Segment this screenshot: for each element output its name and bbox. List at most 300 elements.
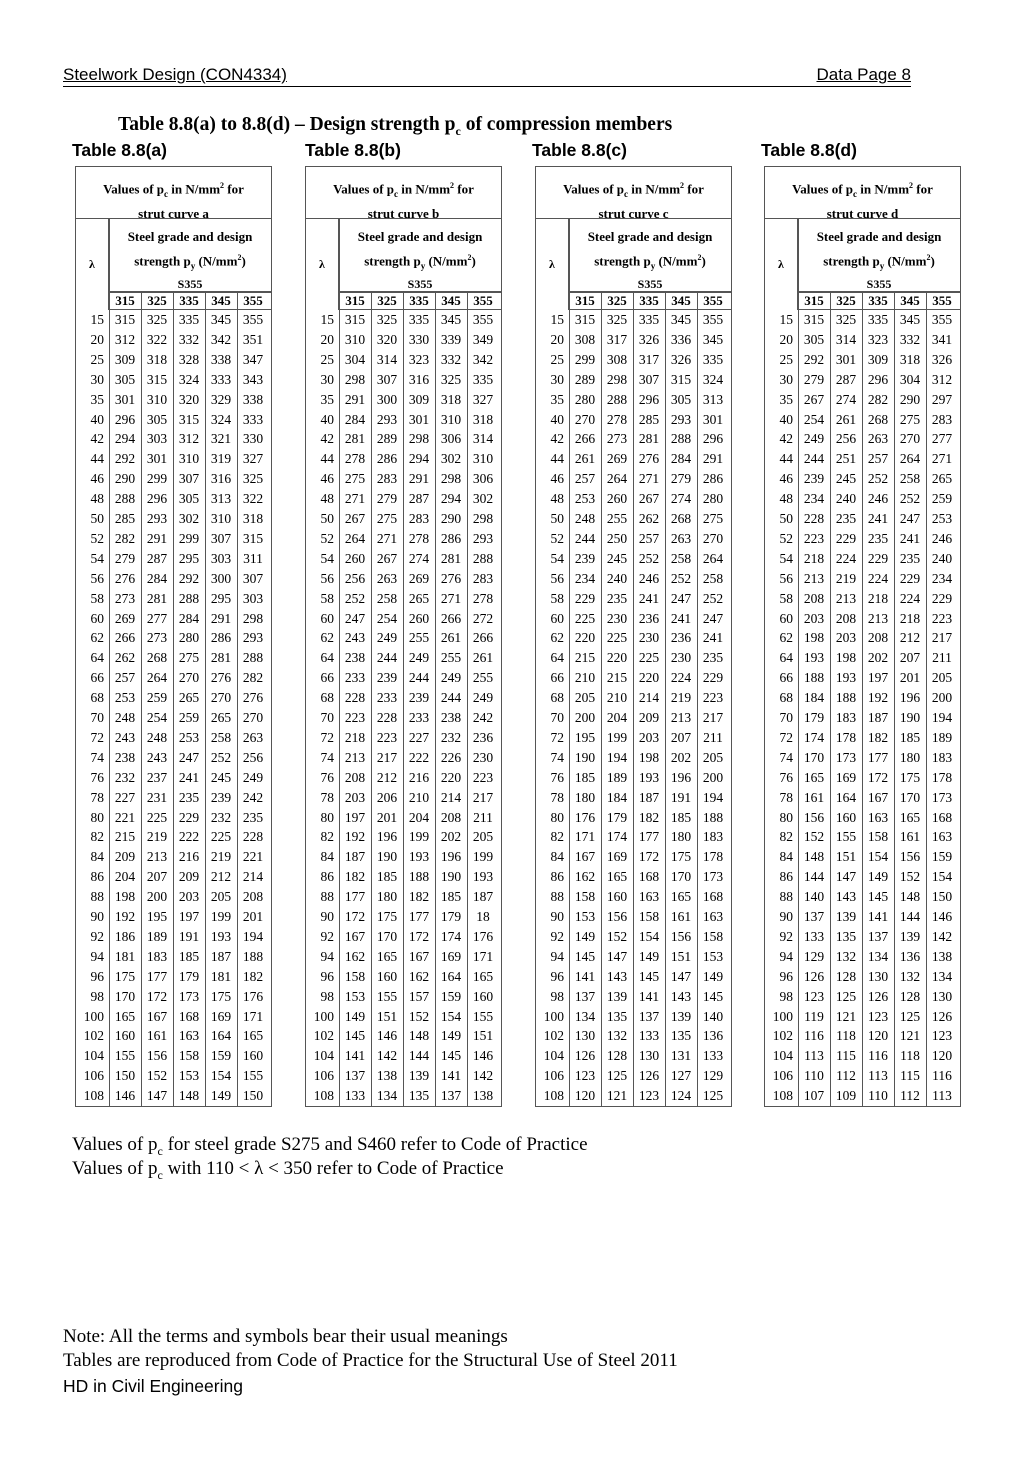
value-cell: 135 [670, 1028, 692, 1044]
value-cell: 223 [931, 610, 953, 626]
lambda-header: λ [76, 219, 109, 310]
lambda-cell: 72 [550, 729, 564, 745]
value-cell: 325 [242, 471, 264, 487]
value-cell: 196 [670, 769, 692, 785]
value-cell: 294 [440, 491, 462, 507]
value-cell: 335 [178, 312, 200, 327]
value-cell: 116 [804, 1028, 824, 1044]
value-cell: 133 [702, 1048, 724, 1064]
value-cell: 264 [702, 550, 724, 566]
value-cell: 179 [178, 968, 200, 984]
lambda-cell: 98 [320, 988, 334, 1004]
value-cell: 138 [472, 1088, 494, 1104]
value-cell: 208 [835, 610, 857, 626]
value-cell: 276 [638, 451, 660, 467]
value-cell: 154 [638, 928, 660, 944]
value-cell: 253 [114, 690, 136, 706]
value-cell: 292 [803, 351, 825, 367]
value-cell: 223 [344, 710, 366, 725]
value-cell: 142 [376, 1048, 398, 1064]
grade-header: Steel grade and design strength $p_y$ $(N/mm^2)$ S355 [109, 219, 271, 292]
value-cell: 155 [114, 1048, 136, 1064]
value-cell: 133 [803, 928, 825, 944]
value-cell: 288 [242, 650, 264, 666]
lambda-cell: 106 [543, 1068, 564, 1084]
value-cell: 171 [472, 948, 494, 964]
value-cell: 327 [242, 451, 264, 467]
grid-line [109, 219, 110, 1106]
value-cell: 163 [702, 909, 724, 924]
value-cell: 284 [178, 610, 200, 626]
value-cell: 315 [670, 371, 692, 387]
value-cell: 273 [146, 630, 168, 646]
value-cell: 177 [867, 749, 889, 765]
value-cell: 312 [931, 371, 953, 387]
lambda-cell: 48 [320, 491, 334, 507]
value-cell: 267 [376, 550, 398, 566]
value-cell: 130 [574, 1028, 596, 1044]
value-cell: 199 [606, 729, 628, 745]
value-cell: 255 [472, 670, 494, 686]
value-cell: 191 [670, 789, 692, 805]
value-cell: 141 [867, 909, 889, 924]
value-cell: 335 [408, 312, 430, 327]
table-label: Table 8.8(c) [532, 140, 627, 160]
value-cell: 198 [114, 889, 136, 905]
value-cell: 301 [114, 391, 136, 407]
lambda-cell: 50 [550, 511, 564, 526]
value-cell: 230 [472, 749, 494, 765]
value-cell: 177 [638, 829, 660, 845]
value-cell: 232 [440, 729, 462, 745]
value-cell: 130 [638, 1048, 660, 1064]
value-cell: 160 [606, 889, 628, 905]
value-cell: 343 [242, 371, 264, 387]
value-cell: 112 [900, 1088, 920, 1104]
value-cell: 126 [803, 968, 825, 984]
value-cell: 319 [210, 451, 232, 467]
value-cell: 153 [344, 988, 366, 1004]
value-cell: 149 [210, 1088, 232, 1104]
lambda-cell: 42 [550, 431, 564, 447]
value-cell: 267 [344, 511, 366, 526]
lambda-cell: 42 [779, 431, 793, 447]
grid-line [697, 292, 698, 1106]
value-cell: 335 [472, 371, 494, 387]
value-cell: 213 [835, 590, 857, 606]
value-cell: 208 [440, 809, 462, 825]
lambda-cell: 88 [779, 889, 793, 905]
py-header-cell: 325 [607, 293, 627, 308]
value-cell: 318 [899, 351, 921, 367]
value-cell: 165 [899, 809, 921, 825]
value-cell: 252 [899, 491, 921, 507]
value-cell: 180 [899, 749, 921, 765]
value-cell: 172 [344, 909, 366, 924]
value-cell: 221 [114, 809, 136, 825]
lambda-cell: 56 [779, 570, 793, 586]
value-cell: 262 [114, 650, 136, 666]
value-cell: 225 [606, 630, 628, 646]
lambda-cell: 64 [550, 650, 564, 666]
lambda-cell: 108 [772, 1088, 793, 1104]
value-cell: 164 [210, 1028, 232, 1044]
lambda-cell: 86 [779, 869, 793, 885]
page-header [63, 64, 911, 87]
value-cell: 109 [835, 1088, 857, 1104]
value-cell: 262 [638, 511, 660, 526]
value-cell: 322 [146, 331, 168, 347]
value-cell: 310 [178, 451, 200, 467]
lambda-cell: 88 [320, 889, 334, 905]
value-cell: 138 [376, 1068, 398, 1084]
value-cell: 153 [702, 948, 724, 964]
value-cell: 288 [670, 431, 692, 447]
value-cell: 145 [440, 1048, 462, 1064]
value-cell: 185 [376, 869, 398, 885]
value-cell: 253 [574, 491, 596, 507]
lambda-cell: 62 [90, 630, 104, 646]
value-cell: 246 [931, 530, 953, 546]
value-cell: 199 [210, 909, 232, 924]
value-cell: 252 [638, 550, 660, 566]
lambda-cell: 40 [550, 411, 564, 427]
value-cell: 318 [472, 411, 494, 427]
value-cell: 235 [867, 530, 889, 546]
value-cell: 291 [702, 451, 724, 467]
value-cell: 149 [574, 928, 596, 944]
value-cell: 213 [867, 610, 889, 626]
value-cell: 170 [114, 988, 136, 1004]
value-cell: 224 [899, 590, 921, 606]
value-cell: 194 [702, 789, 724, 805]
lambda-cell: 82 [320, 829, 334, 845]
value-cell: 203 [344, 789, 366, 805]
value-cell: 203 [638, 729, 660, 745]
value-cell: 308 [606, 351, 628, 367]
value-cell: 145 [702, 988, 724, 1004]
value-cell: 217 [702, 710, 724, 725]
value-cell: 207 [670, 729, 692, 745]
value-cell: 276 [114, 570, 136, 586]
value-cell: 298 [472, 511, 494, 526]
value-cell: 329 [210, 391, 232, 407]
lambda-cell: 54 [550, 550, 564, 566]
value-cell: 139 [606, 988, 628, 1004]
grid-line [830, 292, 831, 1106]
value-cell: 174 [803, 729, 825, 745]
value-cell: 247 [344, 610, 366, 626]
value-cell: 249 [440, 670, 462, 686]
value-cell: 301 [835, 351, 857, 367]
value-cell: 158 [344, 968, 366, 984]
lambda-cell: 50 [90, 511, 104, 526]
value-cell: 141 [344, 1048, 366, 1064]
value-cell: 134 [574, 1008, 596, 1024]
lambda-cell: 52 [779, 530, 793, 546]
value-cell: 154 [867, 849, 889, 865]
value-cell: 174 [606, 829, 628, 845]
value-cell: 303 [242, 590, 264, 606]
lambda-cell: 30 [779, 371, 793, 387]
value-cell: 244 [803, 451, 825, 467]
value-cell: 246 [638, 570, 660, 586]
table-caption: Values of $p_c$ in $N/mm^2$ for strut curve a [76, 167, 271, 219]
value-cell: 305 [114, 371, 136, 387]
value-cell: 261 [574, 451, 596, 467]
value-cell: 330 [408, 331, 430, 347]
lambda-cell: 72 [779, 729, 793, 745]
value-cell: 296 [702, 431, 724, 447]
lambda-cell: 96 [90, 968, 104, 984]
value-cell: 260 [606, 491, 628, 507]
lambda-cell: 64 [320, 650, 334, 666]
value-cell: 226 [440, 749, 462, 765]
value-cell: 188 [408, 869, 430, 885]
value-cell: 147 [670, 968, 692, 984]
value-cell: 277 [931, 431, 953, 447]
value-cell: 317 [638, 351, 660, 367]
value-cell: 153 [574, 909, 596, 924]
value-cell: 110 [868, 1088, 888, 1104]
value-cell: 309 [114, 351, 136, 367]
value-cell: 306 [472, 471, 494, 487]
value-cell: 208 [803, 590, 825, 606]
value-cell: 135 [835, 928, 857, 944]
value-cell: 121 [899, 1028, 921, 1044]
value-cell: 149 [638, 948, 660, 964]
value-cell: 242 [242, 789, 264, 805]
steel-grade: S355 [177, 276, 203, 291]
value-cell: 326 [931, 351, 953, 367]
lambda-cell: 30 [90, 371, 104, 387]
value-cell: 268 [146, 650, 168, 666]
value-cell: 195 [574, 729, 596, 745]
footer-note: Note: All the terms and symbols bear their usual meanings [63, 1326, 508, 1347]
value-cell: 148 [803, 849, 825, 865]
value-cell: 186 [114, 928, 136, 944]
value-cell: 173 [178, 988, 200, 1004]
value-cell: 320 [178, 391, 200, 407]
value-cell: 204 [606, 710, 628, 725]
value-cell: 175 [114, 968, 136, 984]
value-cell: 126 [638, 1068, 660, 1084]
lambda-cell: 52 [90, 530, 104, 546]
lambda-cell: 102 [543, 1028, 564, 1044]
lambda-cell: 80 [90, 809, 104, 825]
lambda-cell: 98 [90, 988, 104, 1004]
value-cell: 291 [344, 391, 366, 407]
lambda-cell: 108 [313, 1088, 334, 1104]
value-cell: 265 [210, 710, 232, 725]
value-cell: 271 [376, 530, 398, 546]
value-cell: 278 [408, 530, 430, 546]
lambda-cell: 78 [90, 789, 104, 805]
lambda-cell: 15 [550, 312, 564, 327]
value-cell: 258 [210, 729, 232, 745]
value-cell: 156 [606, 909, 628, 924]
value-cell: 180 [376, 889, 398, 905]
value-cell: 240 [606, 570, 628, 586]
value-cell: 242 [472, 710, 494, 725]
value-cell: 278 [344, 451, 366, 467]
value-cell: 300 [376, 391, 398, 407]
value-cell: 229 [178, 809, 200, 825]
value-cell: 197 [344, 809, 366, 825]
value-cell: 297 [931, 391, 953, 407]
value-cell: 274 [670, 491, 692, 507]
value-cell: 316 [210, 471, 232, 487]
value-cell: 270 [574, 411, 596, 427]
value-cell: 213 [670, 710, 692, 725]
lambda-cell: 84 [779, 849, 793, 865]
value-cell: 236 [638, 610, 660, 626]
value-cell: 281 [440, 550, 462, 566]
value-cell: 351 [242, 331, 264, 347]
value-cell: 139 [899, 928, 921, 944]
py-header-cell: 325 [147, 293, 167, 308]
value-cell: 200 [931, 690, 953, 706]
py-header-row [109, 292, 271, 310]
value-cell: 318 [440, 391, 462, 407]
value-cell: 121 [835, 1008, 857, 1024]
lambda-cell: 86 [90, 869, 104, 885]
value-cell: 169 [606, 849, 628, 865]
value-cell: 185 [574, 769, 596, 785]
value-cell: 239 [803, 471, 825, 487]
value-cell: 263 [242, 729, 264, 745]
lambda-cell: 74 [90, 749, 104, 765]
table-label: Table 8.8(a) [72, 140, 167, 160]
value-cell: 151 [670, 948, 692, 964]
value-cell: 177 [146, 968, 168, 984]
value-cell: 246 [867, 491, 889, 507]
value-cell: 163 [867, 809, 889, 825]
lambda-cell: 54 [320, 550, 334, 566]
value-cell: 310 [146, 391, 168, 407]
lambda-cell: 46 [779, 471, 793, 487]
grid-line [665, 292, 666, 1106]
value-cell: 274 [408, 550, 430, 566]
value-cell: 161 [899, 829, 921, 845]
value-cell: 258 [376, 590, 398, 606]
lambda-cell: 80 [320, 809, 334, 825]
lambda-cell: 25 [779, 351, 793, 367]
page-number: Data Page 8 [816, 65, 911, 84]
value-cell: 293 [472, 530, 494, 546]
lambda-cell: 48 [779, 491, 793, 507]
value-cell: 208 [242, 889, 264, 905]
value-cell: 180 [574, 789, 596, 805]
lambda-cell: 56 [320, 570, 334, 586]
value-cell: 218 [803, 550, 825, 566]
value-cell: 168 [931, 809, 953, 825]
value-cell: 287 [408, 491, 430, 507]
value-cell: 307 [242, 570, 264, 586]
lambda-cell: 94 [90, 948, 104, 964]
value-cell: 145 [867, 889, 889, 905]
value-cell: 142 [931, 928, 953, 944]
value-cell: 259 [178, 710, 200, 725]
value-cell: 338 [210, 351, 232, 367]
value-cell: 135 [408, 1088, 430, 1104]
value-cell: 355 [702, 312, 724, 327]
value-cell: 175 [670, 849, 692, 865]
value-cell: 235 [606, 590, 628, 606]
value-cell: 315 [178, 411, 200, 427]
value-cell: 169 [210, 1008, 232, 1024]
value-cell: 160 [472, 988, 494, 1004]
value-cell: 240 [835, 491, 857, 507]
value-cell: 206 [376, 789, 398, 805]
value-cell: 164 [835, 789, 857, 805]
value-cell: 223 [376, 729, 398, 745]
value-cell: 141 [638, 988, 660, 1004]
value-cell: 285 [114, 511, 136, 526]
value-cell: 311 [243, 550, 263, 566]
lambda-cell: 92 [550, 928, 564, 944]
value-cell: 219 [835, 570, 857, 586]
lambda-cell: 58 [90, 590, 104, 606]
value-cell: 167 [574, 849, 596, 865]
lambda-cell: 108 [543, 1088, 564, 1104]
value-cell: 152 [803, 829, 825, 845]
value-cell: 316 [408, 371, 430, 387]
value-cell: 196 [440, 849, 462, 865]
value-cell: 336 [670, 331, 692, 347]
lambda-cell: 35 [320, 391, 334, 407]
value-cell: 146 [376, 1028, 398, 1044]
value-cell: 180 [670, 829, 692, 845]
value-cell: 153 [178, 1068, 200, 1084]
value-cell: 120 [931, 1048, 953, 1064]
value-cell: 159 [931, 849, 953, 865]
value-cell: 345 [702, 331, 724, 347]
value-cell: 269 [606, 451, 628, 467]
lambda-cell: 15 [320, 312, 334, 327]
value-cell: 225 [146, 809, 168, 825]
value-cell: 315 [146, 371, 168, 387]
value-cell: 267 [803, 391, 825, 407]
value-cell: 218 [344, 729, 366, 745]
lambda-cell: 90 [550, 909, 564, 924]
value-cell: 271 [344, 491, 366, 507]
value-cell: 185 [178, 948, 200, 964]
value-cell: 134 [867, 948, 889, 964]
value-cell: 146 [472, 1048, 494, 1064]
value-cell: 190 [574, 749, 596, 765]
lambda-cell: 90 [320, 909, 334, 924]
page-title: Table 8.8(a) to 8.8(d) – Design strength $p_c$ of compression members [118, 114, 673, 138]
value-cell: 162 [344, 948, 366, 964]
value-cell: 190 [899, 710, 921, 725]
value-cell: 143 [606, 968, 628, 984]
value-cell: 129 [803, 948, 825, 964]
value-cell: 251 [835, 451, 857, 467]
value-cell: 283 [376, 471, 398, 487]
value-cell: 247 [178, 749, 200, 765]
value-cell: 120 [574, 1088, 596, 1104]
value-cell: 190 [376, 849, 398, 865]
lambda-cell: 68 [90, 690, 104, 706]
value-cell: 193 [210, 928, 232, 944]
strength-table [764, 166, 961, 1107]
value-cell: 283 [472, 570, 494, 586]
value-cell: 254 [146, 710, 168, 725]
value-cell: 293 [376, 411, 398, 427]
value-cell: 165 [606, 869, 628, 885]
value-cell: 160 [376, 968, 398, 984]
